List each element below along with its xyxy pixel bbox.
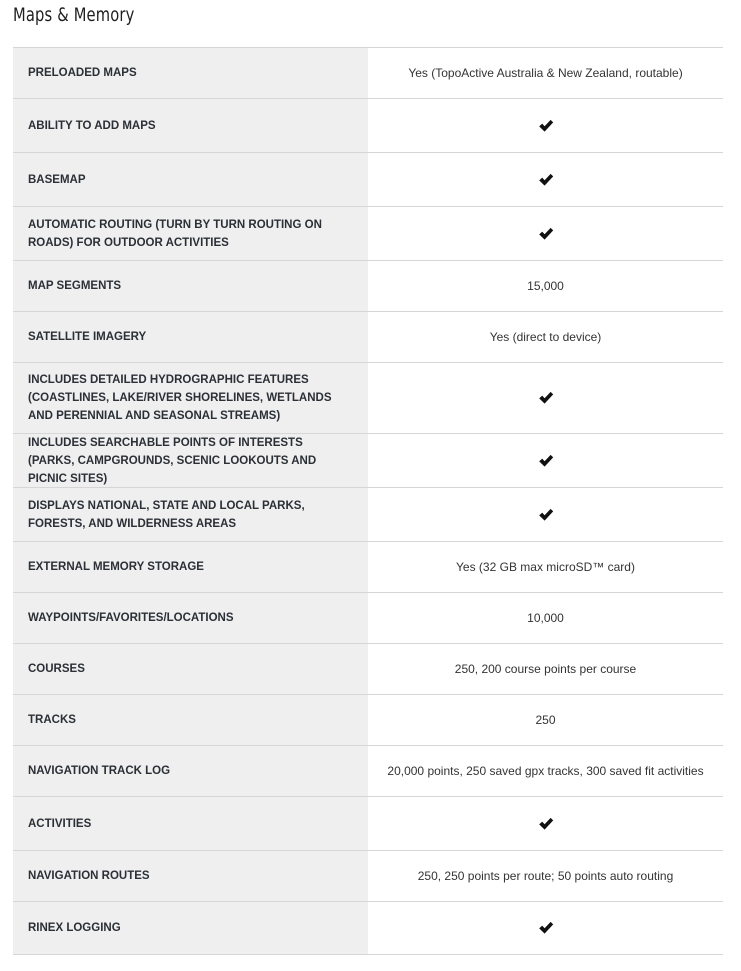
spec-label: NAVIGATION ROUTES: [13, 851, 368, 901]
spec-row-points-of-interest: [13, 434, 723, 488]
spec-row-rinex-logging: [13, 902, 723, 955]
checkmark-icon: [538, 921, 554, 935]
spec-row-ability-to-add-maps: [13, 99, 723, 153]
spec-label: AUTOMATIC ROUTING (TURN BY TURN ROUTING ON ROADS) FOR OUTDOOR ACTIVITIES: [13, 207, 368, 260]
spec-row-satellite-imagery: [13, 312, 723, 363]
checkmark-icon: [538, 817, 554, 831]
spec-label: ACTIVITIES: [13, 797, 368, 850]
spec-row-basemap: [13, 153, 723, 207]
checkmark-icon: [538, 508, 554, 522]
spec-row-tracks: [13, 695, 723, 746]
spec-value: [368, 797, 723, 850]
spec-value: 15,000: [527, 279, 564, 293]
checkmark-icon: [538, 227, 554, 241]
spec-value: [368, 488, 723, 541]
spec-value: [368, 434, 723, 487]
spec-value: 250, 250 points per route; 50 points auto routing: [417, 869, 674, 883]
spec-value: Yes (direct to device): [489, 330, 602, 344]
spec-row-external-memory: [13, 542, 723, 593]
spec-row-automatic-routing: [13, 207, 723, 261]
spec-value: 250: [535, 713, 556, 727]
spec-label: TRACKS: [13, 695, 368, 745]
spec-value: 20,000 points, 250 saved gpx tracks, 300 saved fit activities: [387, 764, 704, 778]
spec-value: 250, 200 course points per course: [454, 662, 637, 676]
spec-row-hydrographic-features: [13, 363, 723, 434]
spec-row-navigation-track-log: [13, 746, 723, 797]
spec-value: [368, 363, 723, 433]
spec-label: MAP SEGMENTS: [13, 261, 368, 311]
spec-label: RINEX LOGGING: [13, 902, 368, 954]
spec-label: SATELLITE IMAGERY: [13, 312, 368, 362]
spec-row-navigation-routes: [13, 851, 723, 902]
spec-label: BASEMAP: [13, 153, 368, 206]
checkmark-icon: [538, 391, 554, 405]
spec-label: NAVIGATION TRACK LOG: [13, 746, 368, 796]
spec-row-parks-forests: [13, 488, 723, 542]
spec-value: Yes (TopoActive Australia & New Zealand, routable): [408, 66, 683, 80]
spec-value: [368, 99, 723, 152]
spec-row-preloaded-maps: [13, 48, 723, 99]
spec-label: DISPLAYS NATIONAL, STATE AND LOCAL PARKS, FORESTS, AND WILDERNESS AREAS: [13, 488, 368, 541]
spec-table: [13, 47, 723, 955]
spec-label: COURSES: [13, 644, 368, 694]
checkmark-icon: [538, 454, 554, 468]
spec-label: INCLUDES SEARCHABLE POINTS OF INTERESTS (PARKS, CAMPGROUNDS, SCENIC LOOKOUTS AND PICNIC SITES): [13, 434, 368, 487]
spec-value: [368, 207, 723, 260]
spec-label: PRELOADED MAPS: [13, 48, 368, 98]
spec-label: EXTERNAL MEMORY STORAGE: [13, 542, 368, 592]
spec-row-map-segments: [13, 261, 723, 312]
spec-label: WAYPOINTS/FAVORITES/LOCATIONS: [13, 593, 368, 643]
spec-value: [368, 153, 723, 206]
spec-value: 10,000: [527, 611, 564, 625]
spec-label: INCLUDES DETAILED HYDROGRAPHIC FEATURES (COASTLINES, LAKE/RIVER SHORELINES, WETLANDS AND PERENNIAL AND SEASONAL STREAMS): [13, 363, 368, 433]
spec-row-waypoints: [13, 593, 723, 644]
spec-label: ABILITY TO ADD MAPS: [13, 99, 368, 152]
checkmark-icon: [538, 119, 554, 133]
checkmark-icon: [538, 173, 554, 187]
spec-value: [368, 902, 723, 954]
spec-value: Yes (32 GB max microSD™ card): [456, 560, 635, 574]
spec-row-courses: [13, 644, 723, 695]
spec-row-activities: [13, 797, 723, 851]
section-title: Maps & Memory: [13, 4, 135, 26]
